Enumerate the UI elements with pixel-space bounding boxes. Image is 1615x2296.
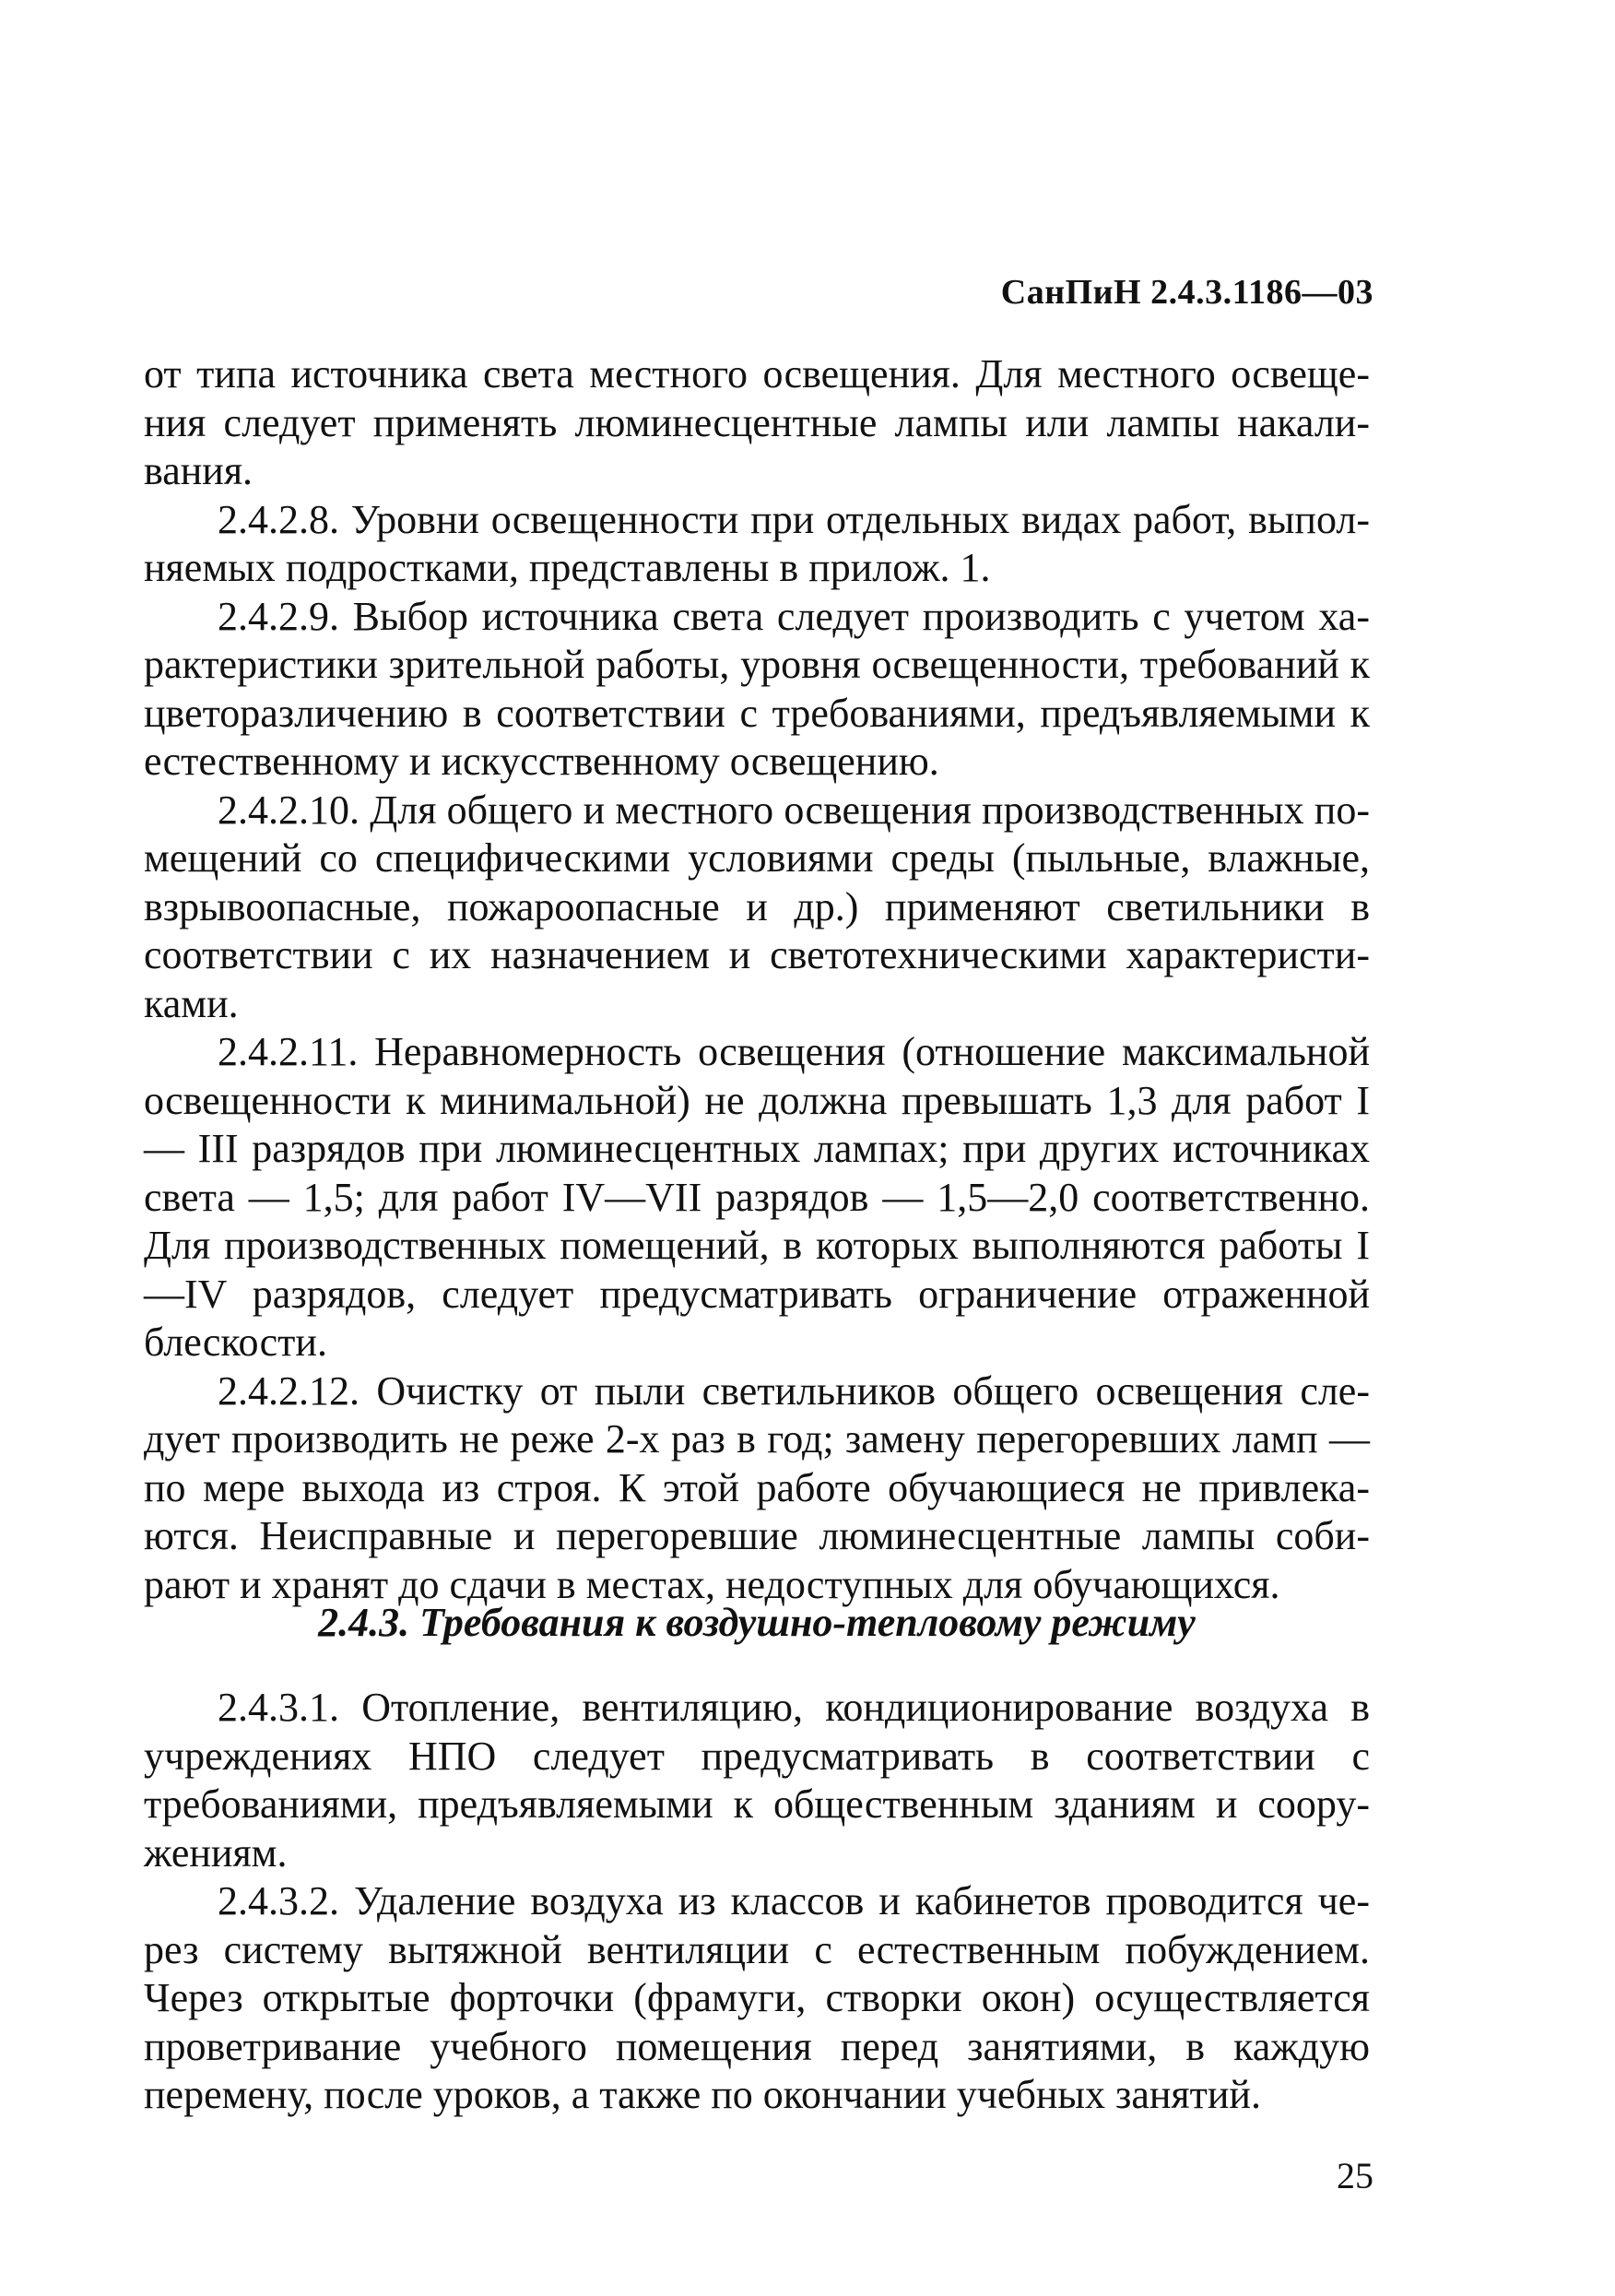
paragraph-2-4-2-9: 2.4.2.9. Выбор источника света следует производить с учетом характеристики зрительной работы, уровня освещенности, требований к цветоразличению в соответствии с требованиями, предъявляемыми к естественному и искусственному освещению. [144, 593, 1370, 784]
paragraph-2-4-2-11: 2.4.2.11. Неравномерность освещения (отношение максимальной освещенности к минимальной) не должна превышать 1,3 для работ I — III разрядов при люминесцентных лампах; при других источниках света — 1,5; для работ IV—VII разрядов — 1,5—2,0 соответственно. Для производственных помещений, в которых выполняются работы I—IV разрядов, следует предусматривать ограничение отраженной блескости. [144, 1029, 1370, 1365]
body-text-bottom [144, 1684, 1370, 2120]
paragraph-2-4-2-12: 2.4.2.12. Очистку от пыли светильников общего освещения следует производить не реже 2-х раз в год; замену перегоревших ламп — по мере выхода из строя. К этой работе обучающиеся не привлекаются. Неисправные и перегоревшие люминесцентные лампы собирают и хранят до сдачи в местах, недоступных для обучающихся. [144, 1367, 1370, 1607]
page-number: 25 [1337, 2155, 1373, 2196]
paragraph-continuation: от типа источника света местного освещения. Для местного освещения следует применять люминесцентные лампы или лампы накаливания. [144, 351, 1370, 493]
paragraph-2-4-3-1: 2.4.3.1. Отопление, вентиляцию, кондиционирование воздуха в учреждениях НПО следует предусматривать в соответствии с требованиями, предъявляемыми к общественным зданиям и сооружениям. [144, 1685, 1370, 1876]
body-text-top [144, 350, 1370, 1609]
paragraph-2-4-2-8: 2.4.2.8. Уровни освещенности при отдельных видах работ, выполняемых подростками, представлены в прилож. 1. [144, 496, 1370, 590]
paragraph-2-4-2-10: 2.4.2.10. Для общего и местного освещения производственных помещений со специфическими условиями среды (пыльные, влажные, взрывоопасные, пожароопасные и др.) применяют светильники в соответствии с их назначением и светотехническими характеристиками. [144, 787, 1370, 1026]
section-heading-2-4-3: 2.4.3. Требования к воздушно-тепловому режиму [318, 1600, 1196, 1645]
paragraph-2-4-3-2: 2.4.3.2. Удаление воздуха из классов и кабинетов проводится через систему вытяжной вентиляции с естественным побуждением. Через открытые форточки (фрамуги, створки окон) осуществляется проветривание учебного помещения перед занятиями, в каждую перемену, после уроков, а также по окончании учебных занятий. [144, 1878, 1370, 2117]
document-code-header: СанПиН 2.4.3.1186—03 [1000, 273, 1373, 312]
